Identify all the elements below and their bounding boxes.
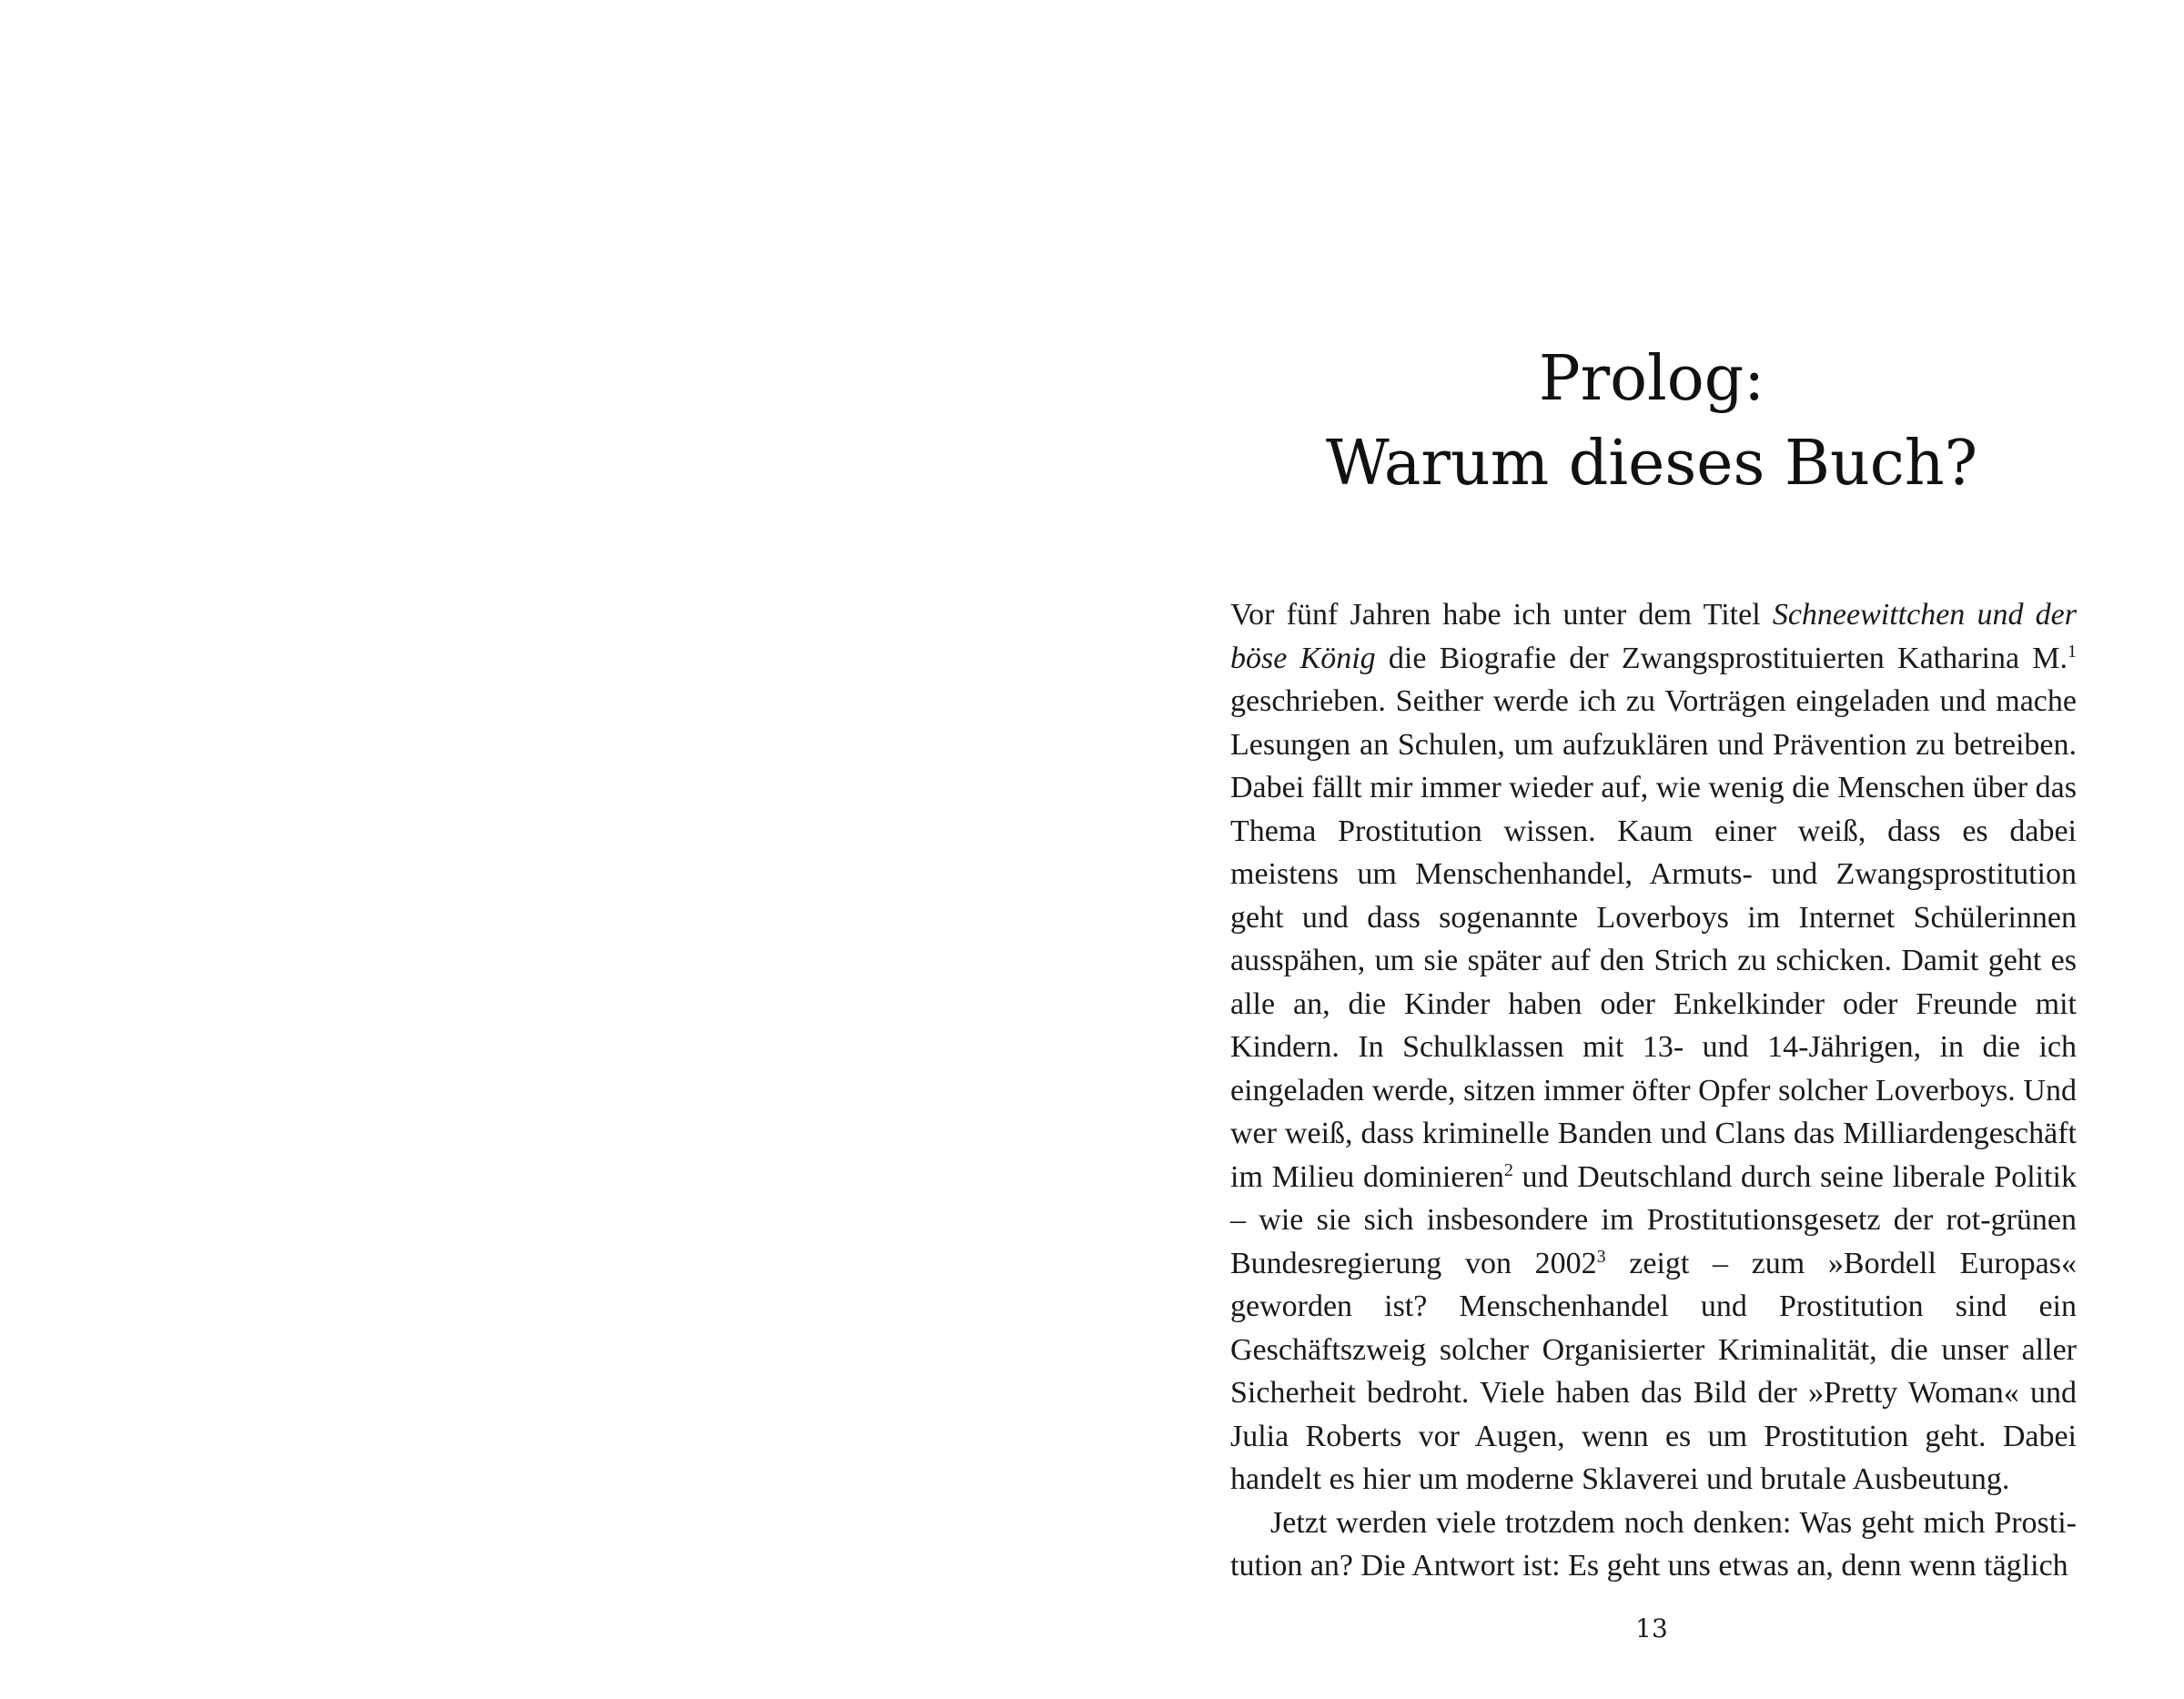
chapter-title-line-2: Warum dieses Buch? <box>1325 428 1978 500</box>
paragraph-1-part-3: und Deutschland durch seine liberale Politik – wie sie sich insbesondere im Prostitutionsgesetz der rot-grünen Bundesregierung von 2002 <box>1230 1159 2077 1280</box>
chapter-title-line-1: Prolog: <box>1538 343 1765 415</box>
footnote-marker-3: 3 <box>1596 1246 1606 1267</box>
paragraph-1-part-4: zeigt – zum »Bordell Europas« geworden ist? Menschenhandel und Prostitution sind ein Geschäftszweig solcher Organisierter Kriminalität, die unser aller Sicherheit bedroht. Viele haben das Bild der »Pretty Woman« und Julia Roberts vor Augen, wenn es um Prostitution geht. Dabei handelt es hier um moderne Sklaverei und brutale Ausbeutung. <box>1230 1246 2077 1496</box>
footnote-marker-2: 2 <box>1503 1159 1513 1180</box>
paragraph-2: Jetzt werden viele trotzdem noch denken: Was geht mich Prostitution an? Die Antwort ist: Es geht uns etwas an, denn wenn täglich <box>1230 1505 2077 1583</box>
footnote-marker-1: 1 <box>2068 641 2077 662</box>
chapter-title <box>1183 337 2120 506</box>
paragraph-1-intro: Vor fünf Jahren habe ich unter dem Titel <box>1230 598 1773 632</box>
book-title-reference: Schneewittchen und der böse König <box>1230 598 2077 675</box>
body-text <box>1230 593 2077 1588</box>
page-number: 13 <box>1635 1613 1668 1643</box>
paragraph-1-part-2: geschrieben. Seither werde ich zu Vorträgen eingeladen und mache Lesungen an Schulen, um aufzuklären und Prävention zu betreiben. Dabei fällt mir immer wieder auf, wie wenig die Menschen über das Thema Prostitution wissen. Kaum einer weiß, dass es dabei meistens um Menschenhandel, Armuts- und Zwangsprostitution geht und dass sogenannte Loverboys im Internet Schülerinnen ausspähen, um sie später auf den Strich zu schicken. Damit geht es alle an, die Kinder haben oder Enkelkinder oder Freunde mit Kindern. In Schulklassen mit 13- und 14-Jährigen, in die ich eingeladen werde, sitzen immer öfter Opfer solcher Loverboys. Und wer weiß, dass kriminelle Banden und Clans das Milliardengeschäft im Milieu dominieren <box>1230 684 2077 1194</box>
paragraph-1-after-title: die Biografie der Zwangsprostituierten Katharina M. <box>1375 641 2068 675</box>
paragraph-1 <box>1230 593 2077 1502</box>
